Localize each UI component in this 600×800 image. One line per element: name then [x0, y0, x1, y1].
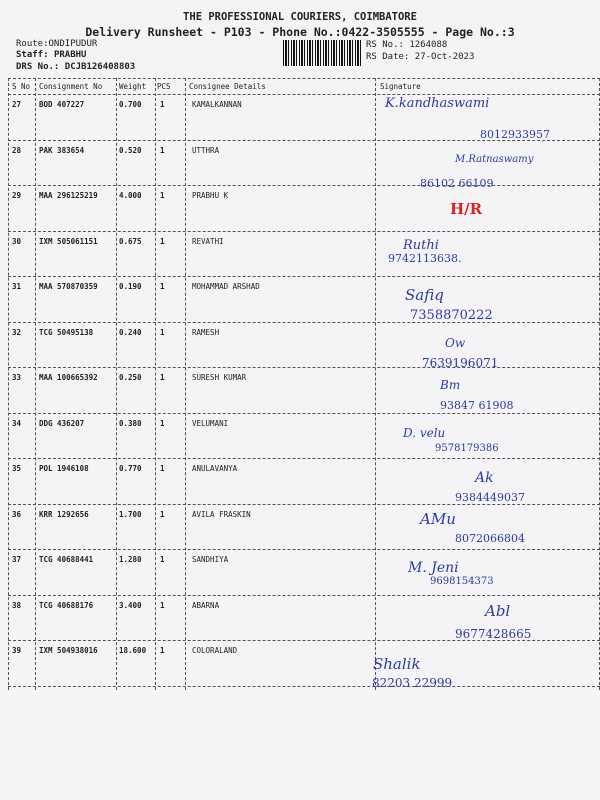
- row-consignment: MAA 296125219: [39, 191, 98, 200]
- row-consignee: VELUMANI: [192, 418, 229, 428]
- header-consignee: Consignee Details: [189, 82, 266, 91]
- row-sno: 36: [12, 509, 22, 519]
- row-weight: 0.190: [119, 282, 142, 291]
- row-weight: 4.000: [119, 191, 142, 200]
- row-separator: [8, 413, 600, 414]
- row-consignment: IXM 504938016: [39, 646, 98, 655]
- row-signature: Safiq: [405, 286, 444, 304]
- row-signature: Ruthi: [403, 238, 439, 253]
- row-consignment: KRR 1292656: [39, 509, 89, 519]
- row-weight: 0.250: [119, 373, 142, 382]
- col-divider: [185, 78, 186, 690]
- row-signature-phone: 8012933957: [480, 128, 550, 141]
- header-pcs: PCS: [157, 82, 171, 91]
- col-divider: [375, 78, 376, 690]
- row-consignee: SANDHIYA: [192, 555, 229, 564]
- row-signature-phone: 9698154373: [430, 576, 494, 587]
- row-pcs: 1: [160, 327, 165, 337]
- staff-label: Staff:: [16, 50, 49, 60]
- rs-date-value: 27-Oct-2023: [414, 52, 475, 62]
- row-separator: [8, 640, 600, 641]
- row-separator: [8, 185, 600, 186]
- row-consignee: COLORALAND: [192, 646, 238, 655]
- row-consignee: SURESH KUMAR: [192, 373, 247, 382]
- header-signature: Signature: [380, 82, 421, 91]
- runsheet-subtitle: Delivery Runsheet - P103 - Phone No.:0422-3505555 - Page No.:3: [85, 25, 515, 39]
- row-separator: [8, 595, 600, 596]
- row-consignee: KAMALKANNAN: [192, 100, 242, 109]
- table-header-rule: [8, 94, 600, 95]
- rs-no-line: [366, 40, 447, 50]
- row-signature: H/R: [450, 200, 483, 218]
- row-separator: [8, 686, 600, 687]
- row-sno: 31: [12, 282, 22, 291]
- row-weight: 1.700: [119, 509, 142, 519]
- row-signature: M. Jeni: [408, 560, 459, 576]
- row-sno: 32: [12, 327, 22, 337]
- row-signature: Abl: [485, 602, 511, 620]
- row-signature: D. velu: [403, 426, 446, 440]
- header-weight: Weight: [119, 82, 147, 91]
- row-consignee: REVATHI: [192, 236, 224, 246]
- row-pcs: 1: [160, 282, 165, 291]
- row-separator: [8, 549, 600, 550]
- staff-value: PRABHU: [53, 50, 87, 60]
- row-consignee: ABARNA: [192, 600, 220, 610]
- row-signature-phone: 9578179386: [435, 443, 499, 454]
- row-separator: [8, 276, 600, 277]
- row-consignment: TCG 40688176: [39, 600, 94, 610]
- table-top-rule: [8, 78, 600, 79]
- row-signature: Ow: [445, 336, 466, 350]
- row-pcs: 1: [160, 509, 165, 519]
- row-consignment: IXM 505061151: [39, 236, 98, 246]
- row-pcs: 1: [160, 600, 165, 610]
- row-separator: [8, 231, 600, 232]
- row-consignment: BOD 407227: [39, 100, 85, 109]
- row-signature-phone: 9677428665: [455, 627, 532, 641]
- row-signature: K.kandhaswami: [385, 96, 490, 111]
- row-signature-phone: 7358870222: [410, 308, 493, 323]
- row-weight: 0.380: [119, 418, 142, 428]
- row-sno: 39: [12, 646, 22, 655]
- row-pcs: 1: [160, 100, 165, 109]
- col-divider: [155, 78, 156, 690]
- barcode: [283, 40, 363, 66]
- row-signature-phone: 86102 66109: [420, 177, 494, 190]
- row-separator: [8, 322, 600, 323]
- row-sno: 37: [12, 555, 22, 564]
- row-weight: 18.600: [119, 646, 147, 655]
- rs-date-line: [366, 52, 474, 62]
- row-sno: 28: [12, 145, 22, 155]
- route-label: Route:: [16, 39, 49, 49]
- col-divider: [35, 78, 36, 690]
- row-weight: 0.770: [119, 464, 142, 473]
- drs-line: [16, 62, 135, 72]
- row-separator: [8, 367, 600, 368]
- row-weight: 3.400: [119, 600, 142, 610]
- row-signature-phone: 8072066804: [455, 532, 525, 545]
- company-title: THE PROFESSIONAL COURIERS, COIMBATORE: [183, 11, 417, 23]
- row-weight: 0.700: [119, 100, 142, 109]
- rs-date-label: RS Date:: [366, 52, 410, 62]
- row-pcs: 1: [160, 236, 165, 246]
- rs-no-value: 1264088: [409, 40, 448, 50]
- drs-value: DCJB126408803: [64, 62, 136, 72]
- row-sno: 38: [12, 600, 22, 610]
- row-sno: 27: [12, 100, 22, 109]
- row-separator: [8, 458, 600, 459]
- row-signature-phone: 9742113638.: [388, 252, 462, 265]
- col-divider: [116, 78, 117, 690]
- row-weight: 0.675: [119, 236, 142, 246]
- row-consignee: AVILA FRASKIN: [192, 509, 251, 519]
- row-consignment: PAK 383654: [39, 145, 85, 155]
- row-consignee: ANULAVANYA: [192, 464, 238, 473]
- row-signature: Shalik: [373, 655, 421, 673]
- row-signature-phone: 7639196071: [422, 356, 499, 370]
- row-signature: Ak: [475, 470, 494, 486]
- row-sno: 34: [12, 418, 22, 428]
- row-consignment: MAA 100665392: [39, 373, 98, 382]
- row-signature-phone: 9384449037: [455, 491, 525, 504]
- row-pcs: 1: [160, 373, 165, 382]
- col-divider: [8, 78, 9, 690]
- row-consignee: RAMESH: [192, 327, 220, 337]
- row-pcs: 1: [160, 145, 165, 155]
- row-sno: 29: [12, 191, 22, 200]
- row-sno: 30: [12, 236, 22, 246]
- rs-no-label: RS No.:: [366, 40, 404, 50]
- route-line: [16, 39, 97, 49]
- row-consignment: TCG 40688441: [39, 555, 94, 564]
- row-pcs: 1: [160, 418, 165, 428]
- row-pcs: 1: [160, 646, 165, 655]
- header-consignment: Consignment No: [39, 82, 103, 91]
- drs-label: DRS No.:: [16, 62, 60, 72]
- header-sno: S No: [12, 82, 31, 91]
- row-signature: Bm: [440, 378, 461, 392]
- row-pcs: 1: [160, 191, 165, 200]
- row-consignment: DDG 436207: [39, 418, 85, 428]
- row-weight: 1.280: [119, 555, 142, 564]
- row-separator: [8, 140, 600, 141]
- staff-line: [16, 50, 86, 60]
- route-value: ONDIPUDUR: [48, 39, 98, 49]
- row-consignment: MAA 570870359: [39, 282, 98, 291]
- row-separator: [8, 504, 600, 505]
- row-signature: AMu: [420, 510, 456, 528]
- row-weight: 0.520: [119, 145, 142, 155]
- row-sno: 33: [12, 373, 22, 382]
- row-weight: 0.240: [119, 327, 142, 337]
- row-signature-phone: 82203 22999: [372, 676, 453, 690]
- row-signature: M.Ratnaswamy: [455, 154, 534, 165]
- row-consignee: MOHAMMAD ARSHAD: [192, 282, 260, 291]
- row-signature-phone: 93847 61908: [440, 399, 514, 412]
- row-consignee: UTTHRA: [192, 145, 220, 155]
- row-sno: 35: [12, 464, 22, 473]
- row-consignee: PRABHU K: [192, 191, 229, 200]
- row-pcs: 1: [160, 555, 165, 564]
- row-pcs: 1: [160, 464, 165, 473]
- row-consignment: POL 1946108: [39, 464, 89, 473]
- row-consignment: TCG 50495138: [39, 327, 94, 337]
